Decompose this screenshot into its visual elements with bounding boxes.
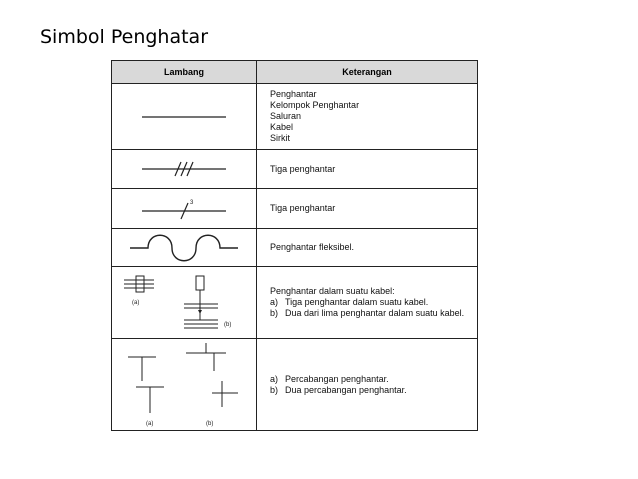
conductor-branching-icon [114, 341, 254, 429]
table-row [112, 229, 478, 267]
list-item [270, 297, 477, 308]
item-marker: b) [270, 308, 279, 318]
symbol-cell [112, 339, 257, 431]
table-row [112, 150, 478, 189]
item-marker: a) [270, 373, 279, 384]
description-cell [257, 84, 478, 150]
symbol-table [111, 60, 478, 431]
description-line: Tiga penghantar [270, 163, 336, 174]
description-line: Tiga penghantar [270, 203, 336, 213]
symbol-cell [112, 189, 257, 229]
table-row [112, 189, 478, 229]
item-marker: b) [270, 384, 279, 395]
item-text: Tiga penghantar dalam suatu kabel. [285, 297, 429, 307]
description-line: Saluran [270, 111, 302, 121]
description-cell [257, 267, 478, 339]
symbol-cell [112, 229, 257, 267]
symbol-cell [112, 150, 257, 189]
description-cell [257, 189, 478, 229]
list-item [270, 374, 477, 385]
numbered-slash-conductor-icon [114, 195, 254, 223]
description-cell [257, 150, 478, 189]
conductor-count-label: 3 [190, 199, 194, 206]
three-slash-conductor-icon [114, 157, 254, 181]
list-item [270, 385, 477, 396]
description-list [270, 374, 477, 396]
list-item [270, 308, 477, 319]
symbol-cell [112, 84, 257, 150]
page-title: Simbol Penghatar [40, 26, 209, 48]
description-line: Sirkit [270, 133, 290, 143]
description-line: Penghantar [270, 89, 317, 99]
label-b: (b) [224, 321, 232, 328]
single-line-conductor-icon [114, 107, 254, 127]
label-b: (b) [206, 420, 214, 427]
item-text: Percabangan penghantar. [285, 373, 389, 384]
table-header-row [112, 61, 478, 84]
description-intro: Penghantar dalam suatu kabel: [270, 286, 395, 296]
description-cell [257, 229, 478, 267]
item-text: Dua dari lima penghantar dalam suatu kabel. [285, 308, 465, 318]
header-keterangan: Keterangan [257, 61, 478, 84]
table-row [112, 339, 478, 431]
label-a: (a) [146, 420, 154, 427]
description-list [270, 297, 477, 319]
item-marker: a) [270, 297, 279, 307]
item-text: Dua percabangan penghantar. [285, 384, 407, 395]
conductors-in-cable-icon [114, 270, 254, 336]
label-a: (a) [132, 299, 140, 306]
flexible-conductor-icon [114, 231, 254, 265]
description-line: Kabel [270, 122, 294, 132]
description-line: Kelompok Penghantar [270, 100, 360, 110]
table-row [112, 84, 478, 150]
description-cell [257, 339, 478, 431]
header-lambang: Lambang [112, 61, 257, 84]
symbol-cell [112, 267, 257, 339]
description-line: Penghantar fleksibel. [270, 242, 355, 252]
table-row [112, 267, 478, 339]
